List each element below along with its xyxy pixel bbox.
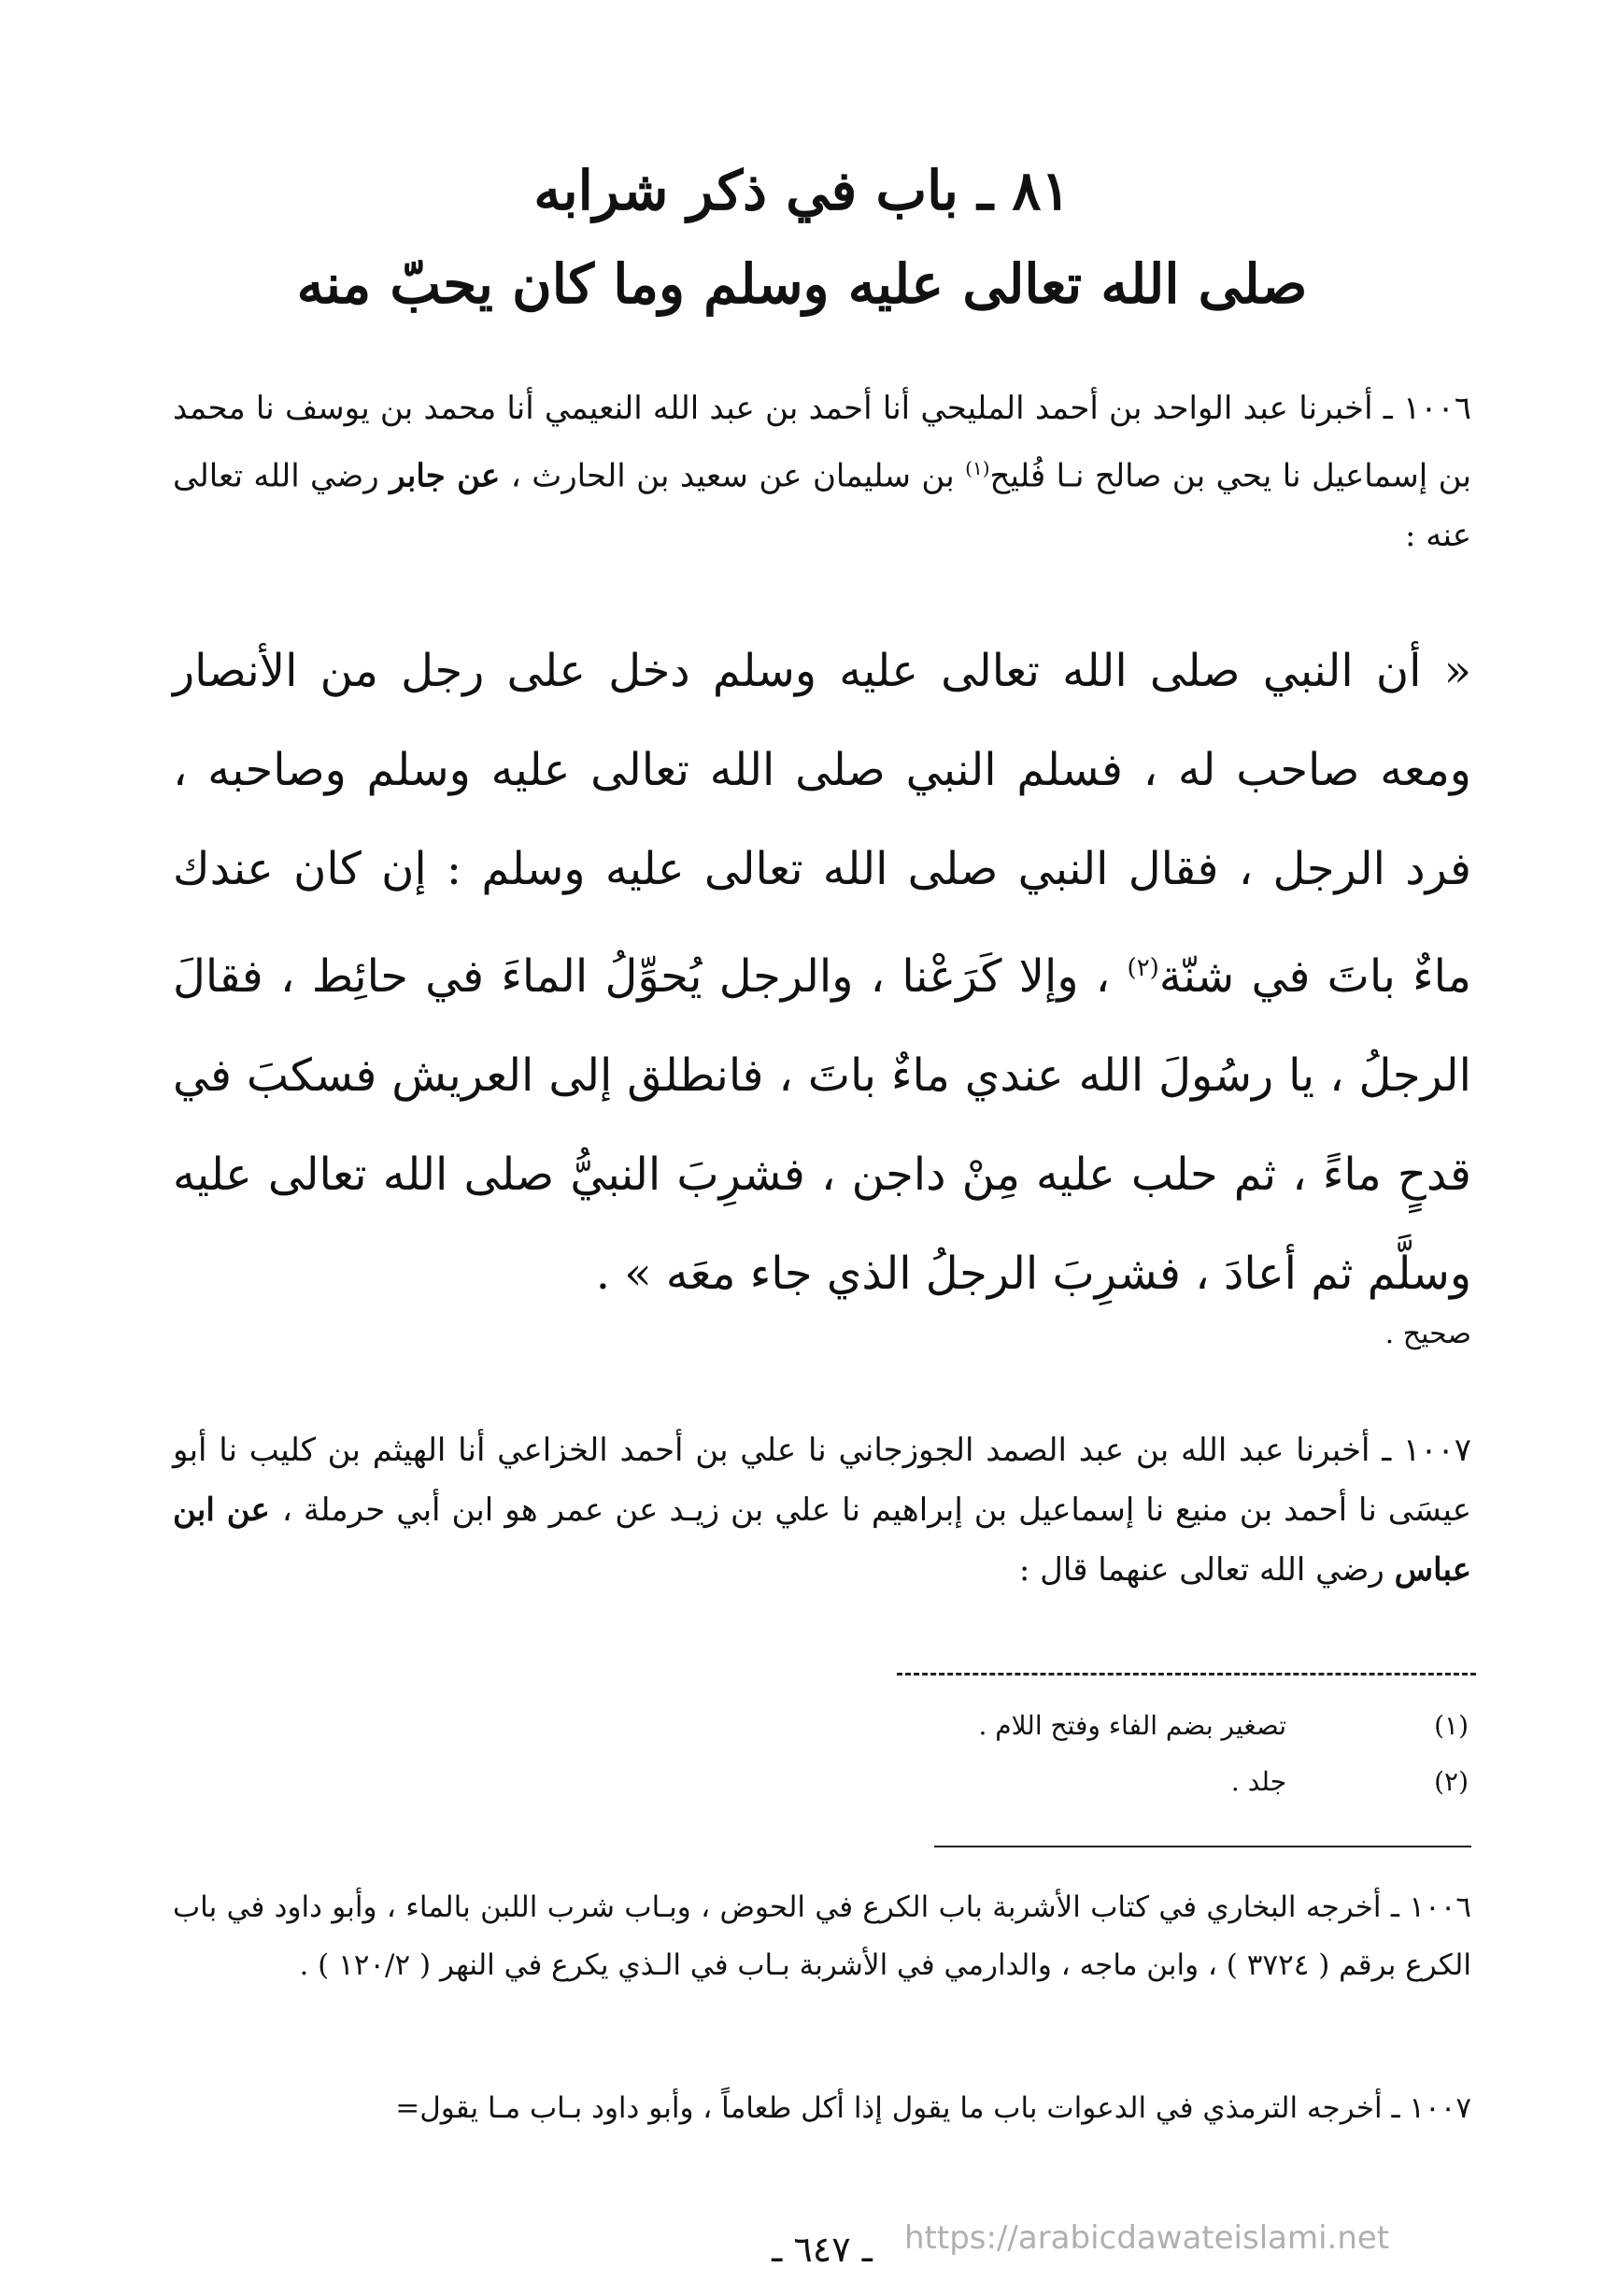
page-number: ـ ٦٤٧ ـ (772, 2229, 873, 2270)
narrator-name: عن جابر (390, 457, 501, 495)
isnad-text: ١٠٠٦ ـ أخبرنا عبد الواحد بن أحمد المليحي أنا أحمد بن عبد الله النعيمي أنا محمد بن يوسف نا محمد بن إسماعيل نا يحي بن صالح نـا فُليح (173, 390, 1472, 495)
hadith-1006-isnad (173, 378, 1471, 565)
takhrij-1006: ١٠٠٦ ـ أخرجه البخاري في كتاب الأشربة باب الكرع في الحوض ، وبـاب شرب اللبن بالماء ، وأبو داود في باب الكرع برقم ( ٣٧٢٤ ) ، وابن ماجه ، والدارمي في الأشربة بـاب في الـذي يكرع في النهر ( ١٢٠/٢ ) . (173, 1890, 1471, 1982)
footnote-2-number: (٢) (1434, 1766, 1469, 1797)
hadith-1007-isnad (173, 1420, 1471, 1600)
takhrij-separator (934, 1846, 1471, 1847)
footnote-ref-2: (٢) (1127, 954, 1159, 982)
footnote-2-text: جلد . (1230, 1766, 1286, 1797)
footnote-1-number: (١) (1434, 1710, 1469, 1741)
isnad-text-cont: بن سليمان عن سعيد بن الحارث ، (510, 457, 966, 495)
chapter-subtitle: صلى الله تعالى عليه وسلم وما كان يحبّ منه (296, 252, 1308, 316)
hadith-grade: صحيح . (1384, 1318, 1471, 1350)
matn-text-cont: ، وإلا كَرَعْنا ، والرجل يُحوِّلُ الماءَ في حائِط ، فقالَ الرجلُ ، يا رسُولَ الله عندي ماءٌ باتَ ، فانطلق إلى العريش فسكبَ في قدحٍ ماءً ، ثم حلب عليه مِنْ داجن ، فشرِبَ النبيُّ صلى الله تعالى عليه وسلَّم ثم أعادَ ، فشرِبَ الرجلُ الذي جاء معَه » . (173, 950, 1471, 1300)
matn-text: « أن النبي صلى الله تعالى عليه وسلم دخل على رجل من الأنصار ومعه صاحب له ، فسلم النبي صلى الله تعالى عليه وسلم وصاحبه ، فرد الرجل ، فقال النبي صلى الله تعالى عليه وسلم : إن كان عندك ماءٌ باتَ في شنّة (173, 645, 1471, 1003)
hadith-1006-matn (173, 621, 1471, 1323)
watermark: https://arabicdawateislami.net (904, 2219, 1390, 2257)
narrator-after: رضي الله تعالى عنهما قال : (1018, 1551, 1395, 1589)
narrator-after: رضي الله تعالى عنه : (173, 457, 1471, 555)
takhrij-1007: ١٠٠٧ ـ أخرجه الترمذي في الدعوات باب ما يقول إذا أكل طعاماً ، وأبو داود بـاب مـا يقول= (395, 2091, 1471, 2125)
isnad-text: ١٠٠٧ ـ أخبرنا عبد الله بن عبد الصمد الجوزجاني نا علي بن أحمد الخزاعي أنا الهيثم بن كليب نا أبو عيسَى نا أحمد بن منيع نا إسماعيل بن إبراهيم نا علي بن زيـد عن عمر هو ابن أبي حرملة ، (173, 1432, 1471, 1529)
footnote-1-text: تصغير بضم الفاء وفتح اللام . (978, 1710, 1286, 1741)
chapter-title: ٨١ ـ باب في ذكر شرابه (533, 159, 1071, 222)
narrator-name: عن ابن عباس (173, 1491, 1471, 1589)
footnote-ref-1: (١) (965, 457, 990, 479)
footnote-separator (897, 1673, 1476, 1676)
